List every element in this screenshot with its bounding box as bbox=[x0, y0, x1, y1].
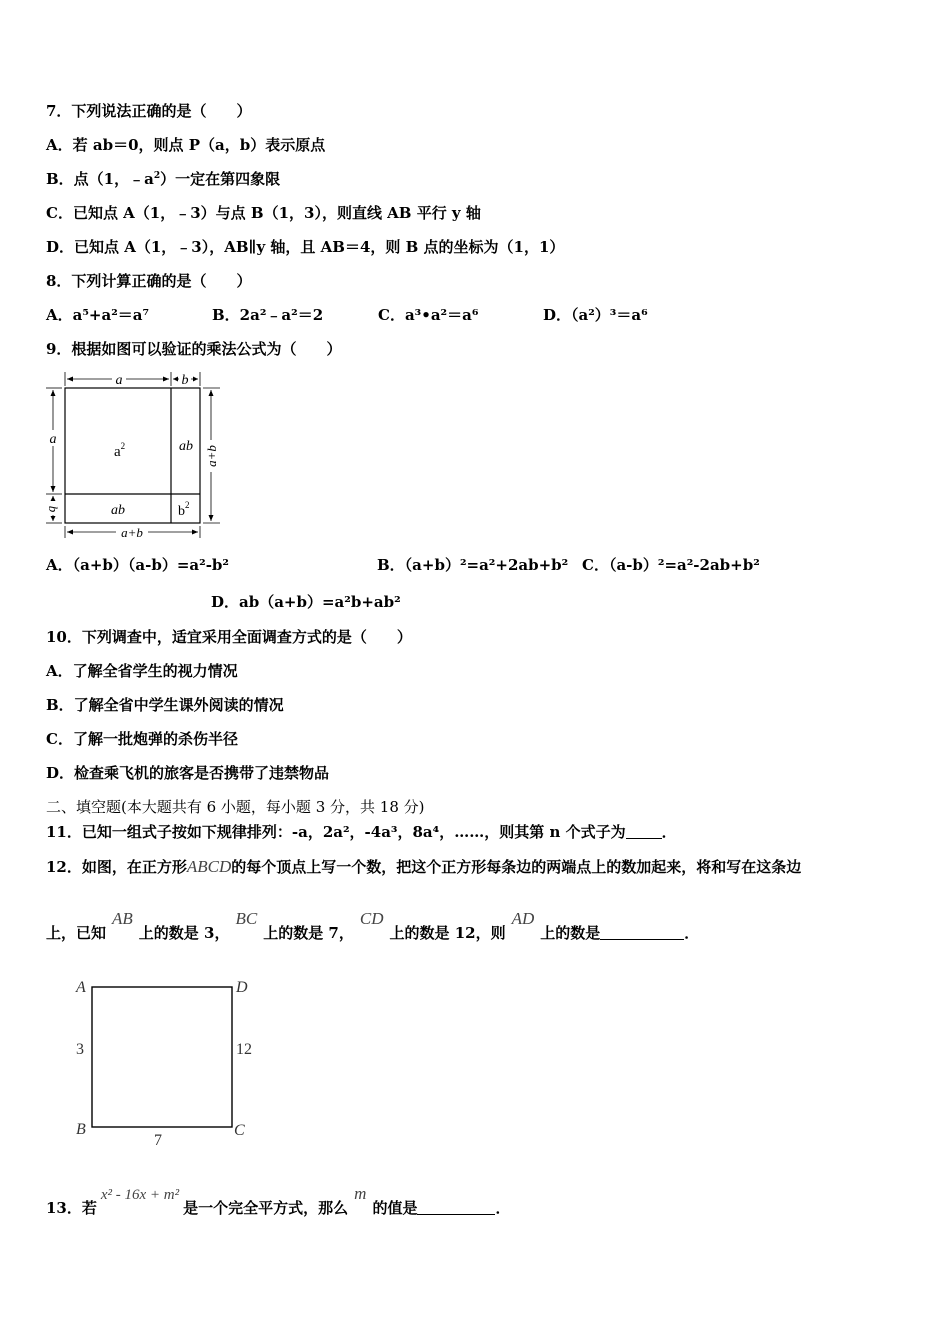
fig12-vertex-a: A bbox=[76, 979, 86, 996]
section2-title: 二、填空题(本大题共有 6 小题，每小题 3 分，共 18 分) bbox=[46, 798, 425, 816]
fig12-vertex-d: D bbox=[236, 979, 248, 996]
fig9-cell-b2: $b^2$ bbox=[178, 500, 190, 519]
q8-option-d: D．（a²）³＝a⁶ bbox=[543, 306, 648, 324]
fig9-label-a-plus-b-bottom: a+b bbox=[121, 525, 143, 540]
q7-option-b: B．点（1，$﹣a^2$）一定在第四象限 bbox=[46, 170, 281, 188]
q12-line2: 上，已知AB上的数是 3，BC上的数是 7，CD上的数是 12，则AD上的数是 ． bbox=[46, 909, 700, 942]
q8-option-a: A．a⁵+a²＝a⁷ bbox=[46, 306, 150, 324]
q9-stem: 9．根据如图可以验证的乘法公式为（ ） bbox=[46, 340, 342, 358]
fig9-cell-ab-right: ab bbox=[179, 439, 193, 454]
fig12-bottom-value: 7 bbox=[154, 1132, 162, 1149]
q9-square-figure bbox=[40, 368, 230, 540]
q12-line1: 12．如图，在正方形ABCD的每个顶点上写一个数，把这个正方形每条边的两端点上的数加起来，将和写在这条边 bbox=[46, 857, 802, 876]
q9-option-a: A．（a+b）（a-b）=a²-b² bbox=[46, 556, 229, 574]
q10-stem: 10．下列调查中，适宜采用全面调查方式的是（ ） bbox=[46, 628, 412, 646]
q7-option-c: C．已知点 A（1，﹣3）与点 B（1，3），则直线 AB 平行 y 轴 bbox=[46, 204, 481, 222]
fig12-left-value: 3 bbox=[76, 1041, 84, 1058]
q12-square-figure bbox=[70, 972, 270, 1152]
fig12-vertex-b: B bbox=[76, 1121, 86, 1138]
q10-option-a: A．了解全省学生的视力情况 bbox=[46, 662, 238, 680]
q8-stem: 8．下列计算正确的是（ ） bbox=[46, 272, 252, 290]
q7-option-a: A．若 ab＝0，则点 P（a，b）表示原点 bbox=[46, 136, 326, 154]
q10-option-b: B．了解全省中学生课外阅读的情况 bbox=[46, 696, 284, 714]
q11-text: 11．已知一组式子按如下规律排列：-a，2a²，-4a³，8a⁴，……，则其第 n 个式子为 ． bbox=[46, 823, 677, 841]
fig9-label-b-top: b bbox=[181, 373, 189, 388]
q10-option-c: C．了解一批炮弹的杀伤半径 bbox=[46, 730, 238, 748]
fig12-vertex-c: C bbox=[234, 1122, 245, 1139]
fig9-label-a-plus-b-right: a+b bbox=[204, 445, 219, 467]
q12-answer-blank[interactable] bbox=[600, 925, 684, 940]
q7-stem: 7．下列说法正确的是（ ） bbox=[46, 102, 252, 120]
q9-option-c: C．（a-b）²=a²-2ab+b² bbox=[582, 556, 760, 574]
q13-text: 13．若x² - 16x + m²是一个完全平方式，那么m的值是 ． bbox=[46, 1184, 511, 1217]
q13-answer-blank[interactable] bbox=[417, 1200, 495, 1215]
fig9-cell-a2: $a^2$ bbox=[114, 441, 126, 460]
fig9-label-b-left: b bbox=[46, 505, 61, 513]
fig12-right-value: 12 bbox=[236, 1041, 252, 1058]
q10-option-d: D．检查乘飞机的旅客是否携带了违禁物品 bbox=[46, 764, 330, 782]
q8-option-c: C．a³•a²＝a⁶ bbox=[378, 306, 479, 324]
fig9-label-a-left: a bbox=[49, 432, 57, 447]
fig9-cell-ab-bottom: ab bbox=[111, 503, 125, 518]
q8-option-b: B．2a²﹣a²＝2 bbox=[212, 306, 324, 324]
q9-option-b: B．（a+b）²=a²+2ab+b² bbox=[377, 556, 569, 574]
q11-answer-blank[interactable] bbox=[626, 824, 662, 839]
fig9-label-a-top: a bbox=[115, 373, 123, 388]
q7-option-d: D．已知点 A（1，﹣3），AB∥y 轴，且 AB＝4，则 B 点的坐标为（1，1） bbox=[46, 238, 565, 256]
q9-option-d: D．ab（a+b）=a²b+ab² bbox=[211, 593, 401, 611]
